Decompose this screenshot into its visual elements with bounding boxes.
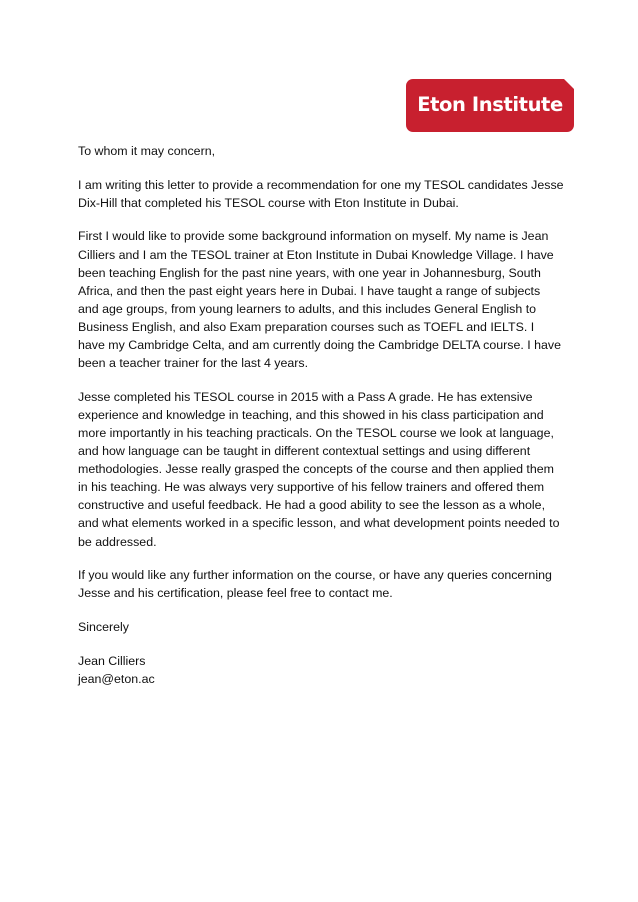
eton-institute-logo [406,79,574,132]
paragraph-assessment: Jesse completed his TESOL course in 2015 with a Pass A grade. He has extensive experience and knowledge in teaching, and this showed in his class participation and more importantly in his teaching practicals. On the TESOL course we look at language, and how language can be taught in different contextual settings and using different methodologies. Jesse really grasped the concepts of the course and then applied them in his teaching. He was always very supportive of his fellow trainers and offered them constructive and useful feedback. He had a good ability to see the lesson as a whole, and what elements worked in a specific lesson, and what development points needed to be addressed. [78,389,560,549]
signature-name: Jean Cilliers [78,653,146,668]
paragraph-intro: I am writing this letter to provide a recommendation for one my TESOL candidates Jesse Dix-Hill that completed his TESOL course with Eton Institute in Dubai. [78,177,564,210]
paragraph-contact: If you would like any further information on the course, or have any queries concerning Jesse and his certification, please feel free to contact me. [78,568,552,601]
logo-text: Eton Institute [417,93,563,116]
signature-email: jean@eton.ac [78,671,155,686]
closing: Sincerely [78,620,129,635]
salutation: To whom it may concern, [78,144,216,158]
paragraph-background: First I would like to provide some background information on myself. My name is Jean Cilliers and I am the TESOL trainer at Eton Institute in Dubai Knowledge Village. I have been teaching English for the past nine years, with one year in Johannesburg, South Africa, and then the past eight years here in Dubai. I have taught a range of subjects and age groups, from young learners to adults, and this includes General English to Business English, and also Exam preparation courses such as TOEFL and IELTS. I have my Cambridge Celta, and am currently doing the Cambridge DELTA course. I have been a teacher trainer for the last 4 years. [78,229,562,371]
letter-body [78,142,564,688]
